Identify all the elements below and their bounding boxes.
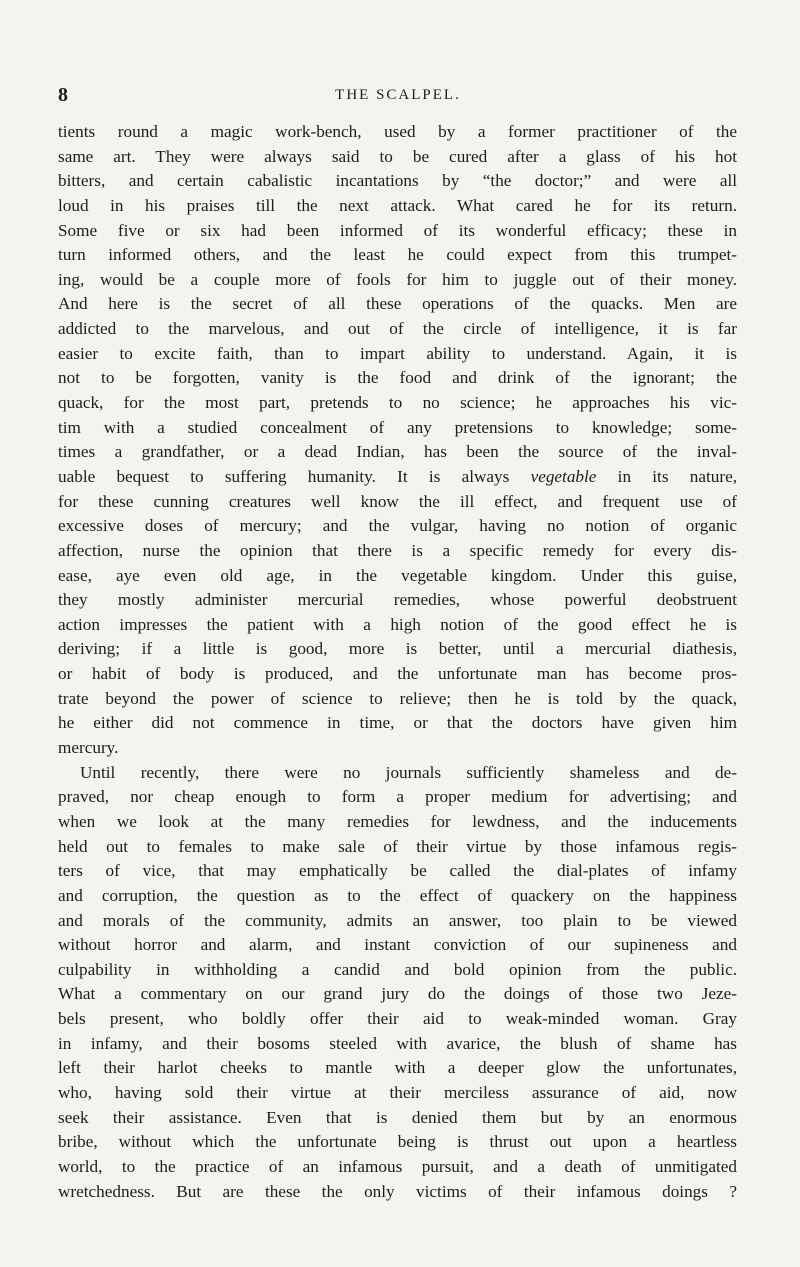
page-number: 8	[58, 84, 68, 106]
text-line: or habit of body is produced, and the unfortunate man has become pros-	[58, 664, 737, 684]
text-line: wretchedness. But are these the only victims of their infamous doings ?	[58, 1181, 737, 1201]
text-line: quack, for the most part, pretends to no science; he approaches his vic-	[58, 393, 737, 413]
text-line: action impresses the patient with a high notion of the good effect he is	[58, 614, 737, 634]
text-line: bribe, without which the unfortunate being is thrust out upon a heartless	[58, 1132, 737, 1152]
text-line: easier to excite faith, than to impart ability to understand. Again, it is	[58, 343, 737, 363]
text-line: trate beyond the power of science to relieve; then he is told by the quack,	[58, 688, 737, 708]
text-line: seek their assistance. Even that is denied them but by an enormous	[58, 1107, 737, 1127]
text-line: not to be forgotten, vanity is the food and drink of the ignorant; the	[58, 368, 737, 388]
text-fragment: uable bequest to suffering humanity. It is always	[58, 466, 510, 486]
text-line: turn informed others, and the least he could expect from this trumpet-	[58, 245, 737, 265]
text-line: world, to the practice of an infamous pursuit, and a death of unmitigated	[58, 1156, 737, 1176]
text-line: tients round a magic work-bench, used by a former practitioner of the	[58, 122, 737, 141]
text-line: excessive doses of mercury; and the vulgar, having no notion of organic	[58, 516, 737, 536]
paragraph-start-line: Until recently, there were no journals sufficiently shameless and de-	[80, 762, 737, 782]
paragraph-end-line: mercury.	[58, 738, 119, 758]
text-line: times a grandfather, or a dead Indian, has been the source of the inval-	[58, 442, 737, 462]
text-line: praved, nor cheap enough to form a proper medium for advertising; and	[58, 787, 737, 807]
text-line: And here is the secret of all these operations of the quacks. Men are	[58, 294, 737, 314]
text-line: ters of vice, that may emphatically be called the dial-plates of infamy	[58, 861, 737, 881]
text-line: when we look at the many remedies for lewdness, and the inducements	[58, 811, 737, 831]
text-line-with-italic	[58, 465, 737, 490]
text-line: and corruption, the question as to the effect of quackery on the happiness	[58, 885, 737, 905]
text-line: culpability in withholding a candid and bold opinion from the public.	[58, 959, 737, 979]
text-line: same art. They were always said to be cured after a glass of his hot	[58, 146, 737, 166]
text-line: addicted to the marvelous, and out of the circle of intelligence, it is far	[58, 319, 737, 339]
text-line: tim with a studied concealment of any pretensions to knowledge; some-	[58, 417, 737, 437]
text-line: he either did not commence in time, or that the doctors have given him	[58, 713, 737, 733]
text-line: affection, nurse the opinion that there is a specific remedy for every dis-	[58, 540, 737, 560]
text-line: Some five or six had been informed of its wonderful efficacy; these in	[58, 220, 737, 240]
text-line: they mostly administer mercurial remedies, whose powerful deobstruent	[58, 590, 737, 610]
text-line: bitters, and certain cabalistic incantations by “the doctor;” and were all	[58, 171, 737, 191]
running-head	[58, 84, 738, 108]
text-line: left their harlot cheeks to mantle with a deeper glow the unfortunates,	[58, 1058, 737, 1078]
body-text	[58, 120, 737, 1204]
text-line: ease, aye even old age, in the vegetable kingdom. Under this guise,	[58, 565, 737, 585]
text-line: in infamy, and their bosoms steeled with avarice, the blush of shame has	[58, 1033, 737, 1053]
italic-emphasis: vegetable	[530, 466, 597, 486]
text-line: What a commentary on our grand jury do the doings of those two Jeze-	[58, 984, 737, 1004]
text-line: without horror and alarm, and instant conviction of our supineness and	[58, 935, 737, 955]
text-line: for these cunning creatures well know the ill effect, and frequent use of	[58, 491, 737, 511]
text-line: ing, would be a couple more of fools for him to juggle out of their money.	[58, 269, 737, 289]
text-line: bels present, who boldly offer their aid to weak-minded woman. Gray	[58, 1009, 737, 1029]
journal-title: THE SCALPEL.	[335, 87, 461, 103]
text-line: and morals of the community, admits an answer, too plain to be viewed	[58, 910, 737, 930]
text-line: loud in his praises till the next attack. What cared he for its return.	[58, 195, 737, 215]
text-line: who, having sold their virtue at their merciless assurance of aid, now	[58, 1082, 737, 1102]
text-line: held out to females to make sale of their virtue by those infamous regis-	[58, 836, 737, 856]
text-fragment: in its nature,	[617, 466, 738, 486]
text-line: deriving; if a little is good, more is better, until a mercurial diathesis,	[58, 639, 737, 659]
